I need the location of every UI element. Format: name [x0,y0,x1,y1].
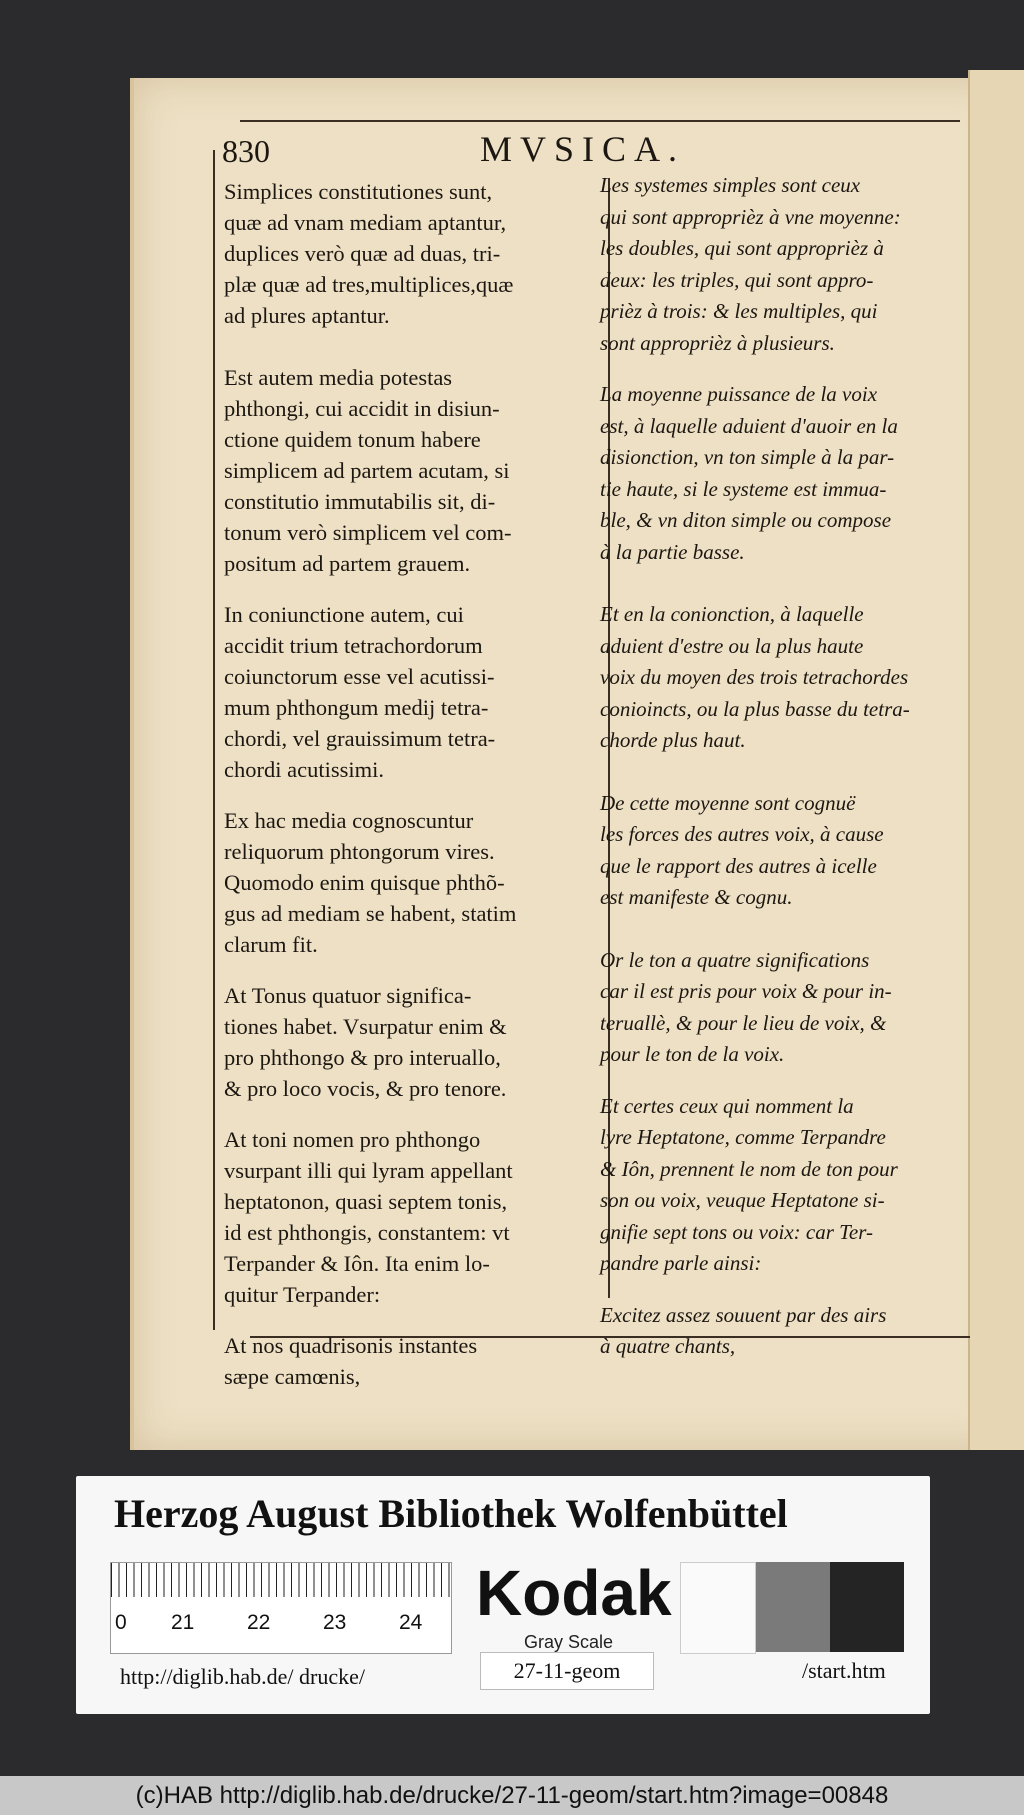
text-line: teruallè, & pour le lieu de voix, & [600,1010,887,1035]
latin-paragraph [224,176,600,331]
paragraph-gap [600,1071,970,1091]
text-line: phthongi, cui accidit in disiun- [224,396,500,421]
text-line: sæpe camœnis, [224,1364,361,1389]
facing-page-edge [968,70,1024,1450]
text-line: pro phthongo & pro interuallo, [224,1045,501,1070]
text-line: est, à laquelle aduient d'auoir en la [600,413,898,438]
text-line: Et en la conionction, à laquelle [600,602,864,626]
text-line: mum phthongum medij tetra- [224,695,489,720]
text-line: id est phthongis, constantem: vt [224,1220,510,1245]
text-line: son ou voix, veuque Heptatone si- [600,1188,885,1212]
text-line: à quatre chants, [600,1334,736,1358]
running-head: MVSICA. [480,129,686,169]
text-line: les forces des autres voix, à cause [600,822,884,846]
paragraph-gap [224,1310,600,1330]
french-paragraph [600,945,970,1071]
text-line: conioincts, ou la plus basse du tetra- [600,696,910,721]
ruler-numbers [111,1611,451,1641]
text-line: voix du moyen des trois tetrachordes [600,665,909,689]
url-identifier: 27-11-geom [480,1652,654,1690]
text-line: qui sont approprièz à vne moyenne: [600,204,901,229]
text-line: accidit trium tetrachordorum [224,633,483,658]
text-line: At nos quadrisonis instantes [224,1333,478,1358]
text-line: & Iôn, prennent le nom de ton pour [600,1156,898,1181]
text-line: & pro loco vocis, & pro tenore. [224,1076,507,1101]
text-line: lyre Heptatone, comme Terpandre [600,1125,886,1149]
text-line: heptatonon, quasi septem tonis, [224,1189,508,1214]
text-line: reliquorum phtongorum vires. [224,839,495,864]
text-line: chordi, vel grauissimum tetra- [224,726,496,751]
text-line: La moyenne puissance de la voix [600,382,878,406]
latin-column [224,176,600,1392]
gray-patch-dark [830,1562,904,1652]
kodak-logo: Kodak [476,1557,672,1629]
ruler-number: 22 [247,1611,271,1634]
french-paragraph [600,1091,970,1280]
french-column [600,170,970,1363]
text-line: aduient d'estre ou la plus haute [600,633,864,658]
paragraph-gap [600,1280,970,1300]
text-line: positum ad partem grauem. [224,551,471,576]
measurement-ruler [110,1562,452,1654]
paragraph-gap [224,331,600,362]
text-line: Simplices constitutiones sunt, [224,179,493,204]
french-paragraph [600,599,970,757]
text-line: tiones habet. Vsurpatur enim & [224,1014,507,1039]
text-line: ad plures aptantur. [224,303,390,328]
text-line: clarum fit. [224,932,318,957]
text-line: car il est pris pour voix & pour in- [600,979,892,1003]
text-line: Les systemes simples sont ceux [600,173,861,197]
text-line: Ex hac media cognoscuntur [224,808,474,833]
text-line: Et certes ceux qui nomment la [600,1093,854,1118]
gray-scale-label: Gray Scale [524,1632,614,1652]
french-paragraph [600,170,970,359]
text-line: disionction, vn ton simple à la par- [600,445,895,469]
ruler-number: 24 [399,1611,423,1634]
text-line: gnifie sept tons ou voix: car Ter- [600,1219,873,1244]
ruler-number: 21 [171,1611,195,1634]
text-line: est manifeste & cognu. [600,885,793,909]
text-line: ctione quidem tonum habere [224,427,481,452]
footer-bar [0,1776,1024,1815]
url-prefix: http://diglib.hab.de/ drucke/ [120,1664,366,1689]
left-margin-rule [213,150,215,1330]
page-number: 830 [222,133,270,169]
text-line: gus ad mediam se habent, statim [224,901,517,926]
text-line: Quomodo enim quisque phthõ- [224,870,505,895]
latin-paragraph [224,1330,600,1392]
paragraph-gap [224,579,600,599]
text-line: prièz à trois: & les multiples, qui [600,299,878,323]
text-line: Terpander & Iôn. Ita enim lo- [224,1251,490,1276]
text-line: pour le ton de la voix. [600,1042,785,1066]
paragraph-gap [224,1104,600,1124]
text-line: sont approprièz à plusieurs. [600,330,835,355]
latin-paragraph [224,980,600,1104]
gray-patch-white [680,1562,756,1654]
latin-paragraph [224,805,600,960]
gray-patch-mid [756,1562,830,1652]
latin-paragraph [224,362,600,579]
french-paragraph [600,1300,970,1363]
ruler-ticks [111,1563,451,1597]
text-line: simplicem ad partem acutam, si [224,458,510,483]
text-line: plæ quæ ad tres,multiplices,quæ [224,272,514,297]
text-line: constitutio immutabilis sit, di- [224,489,496,514]
text-line: Or le ton a quatre significations [600,947,870,972]
text-line: Est autem media potestas [224,365,453,390]
library-title: Herzog August Bibliothek Wolfenbüttel [114,1491,788,1536]
paragraph-gap [224,960,600,980]
text-line: Excitez assez souuent par des airs [600,1302,887,1327]
paragraph-gap [600,757,970,788]
paragraph-gap [600,914,970,945]
latin-paragraph [224,1124,600,1310]
text-line: At toni nomen pro phthongo [224,1127,481,1152]
ruler-number: 0 [115,1611,127,1634]
paragraph-gap [224,785,600,805]
text-line: In coniunctione autem, cui [224,602,464,627]
paragraph-gap [600,359,970,379]
text-line: vsurpant illi qui lyram appellant [224,1158,513,1183]
text-line: ble, & vn diton simple ou compose [600,508,892,532]
text-line: De cette moyenne sont cognuë [600,790,856,815]
text-line: à la partie basse. [600,539,745,564]
text-line: duplices verò quæ ad duas, tri- [224,241,501,266]
text-line: deux: les triples, qui sont appro- [600,267,874,292]
scan-target-card [76,1476,930,1714]
ruler-number: 23 [323,1611,347,1634]
text-line: quitur Terpander: [224,1282,381,1307]
url-suffix: /start.htm [802,1658,886,1683]
text-line: pandre parle ainsi: [600,1251,762,1275]
footer-caption: (c)HAB http://diglib.hab.de/drucke/27-11-geom/start.htm?image=00848 [135,1782,889,1809]
paragraph-gap [600,568,970,599]
text-line: chordi acutissimi. [224,757,384,782]
header-rule [240,120,960,122]
text-line: que le rapport des autres à icelle [600,853,877,878]
french-paragraph [600,379,970,568]
text-line: tonum verò simplicem vel com- [224,520,512,545]
text-line: coiunctorum esse vel acutissi- [224,664,495,689]
text-line: tie haute, si le systeme est immua- [600,476,887,501]
text-line: les doubles, qui sont approprièz à [600,236,884,260]
text-line: quæ ad vnam mediam aptantur, [224,210,507,235]
latin-paragraph [224,599,600,785]
text-line: At Tonus quatuor significa- [224,983,472,1008]
french-paragraph [600,788,970,914]
text-line: chorde plus haut. [600,728,746,752]
